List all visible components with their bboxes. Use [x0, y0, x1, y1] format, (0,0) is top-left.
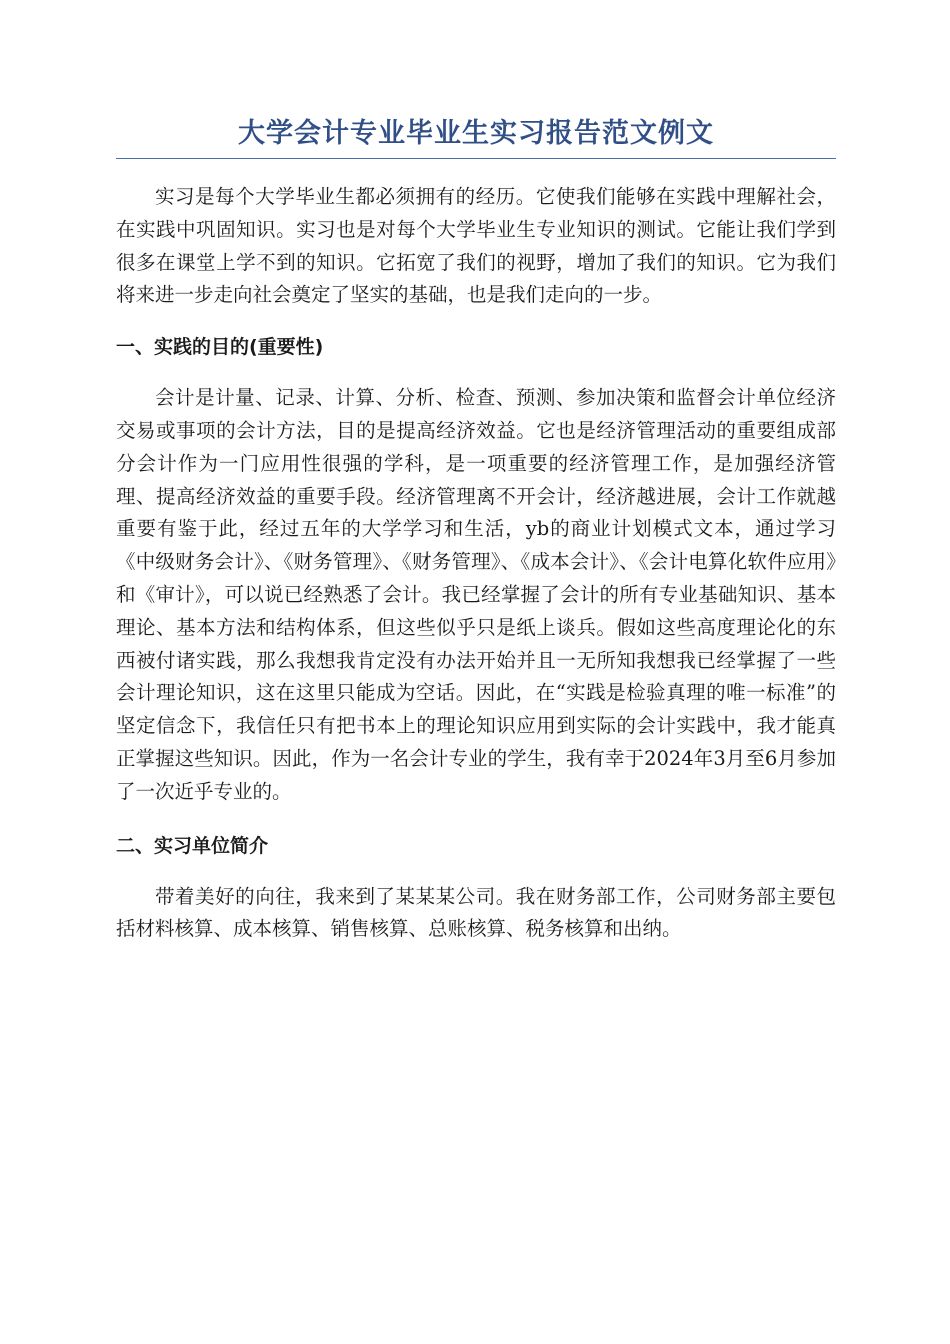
intro-paragraph: 实习是每个大学毕业生都必须拥有的经历。它使我们能够在实践中理解社会，在实践中巩固知识。实习也是对每个大学毕业生专业知识的测试。它能让我们学到很多在课堂上学不到的知识。它拓宽了我们的视野，增加了我们的知识。它为我们将来进一步走向社会奠定了坚实的基础，也是我们走向的一步。 — [116, 185, 836, 307]
document-page — [116, 112, 836, 946]
section-body-purpose: 会计是计量、记录、计算、分析、检查、预测、参加决策和监督会计单位经济交易或事项的会计方法，目的是提高经济效益。它也是经济管理活动的重要组成部分会计作为一门应用性很强的学科，是一项重要的经济管理工作，是加强经济管理、提高经济效益的重要手段。经济管理离不开会计，经济越进展，会计工作就越重要有鉴于此，经过五年的大学学习和生活，yb的商业计划模式文本，通过学习《中级财务会计》、《财务管理》、《财务管理》、《成本会计》、《会计电算化软件应用》和《审计》，可以说已经熟悉了会计。我已经掌握了会计的所有专业基础知识、基本理论、基本方法和结构体系，但这些似乎只是纸上谈兵。假如这些高度理论化的东西被付诸实践，那么我想我肯定没有办法开始并且一无所知我想我已经掌握了一些会计理论知识，这在这里只能成为空话。因此，在“实践是检验真理的唯一标准”的坚定信念下，我信任只有把书本上的理论知识应用到实际的会计实践中，我才能真正掌握这些知识。因此，作为一名会计专业的学生，我有幸于2024年3月至6月参加了一次近乎专业的。 — [116, 386, 836, 803]
section-heading-purpose: 一、实践的目的(重要性) — [116, 336, 324, 359]
document-title: 大学会计专业毕业生实习报告范文例文 — [116, 112, 836, 159]
section-body-company: 带着美好的向往，我来到了某某某公司。我在财务部工作，公司财务部主要包括材料核算、成本核算、销售核算、总账核算、税务核算和出纳。 — [116, 884, 836, 941]
section-heading-company: 二、实习单位简介 — [116, 834, 269, 857]
